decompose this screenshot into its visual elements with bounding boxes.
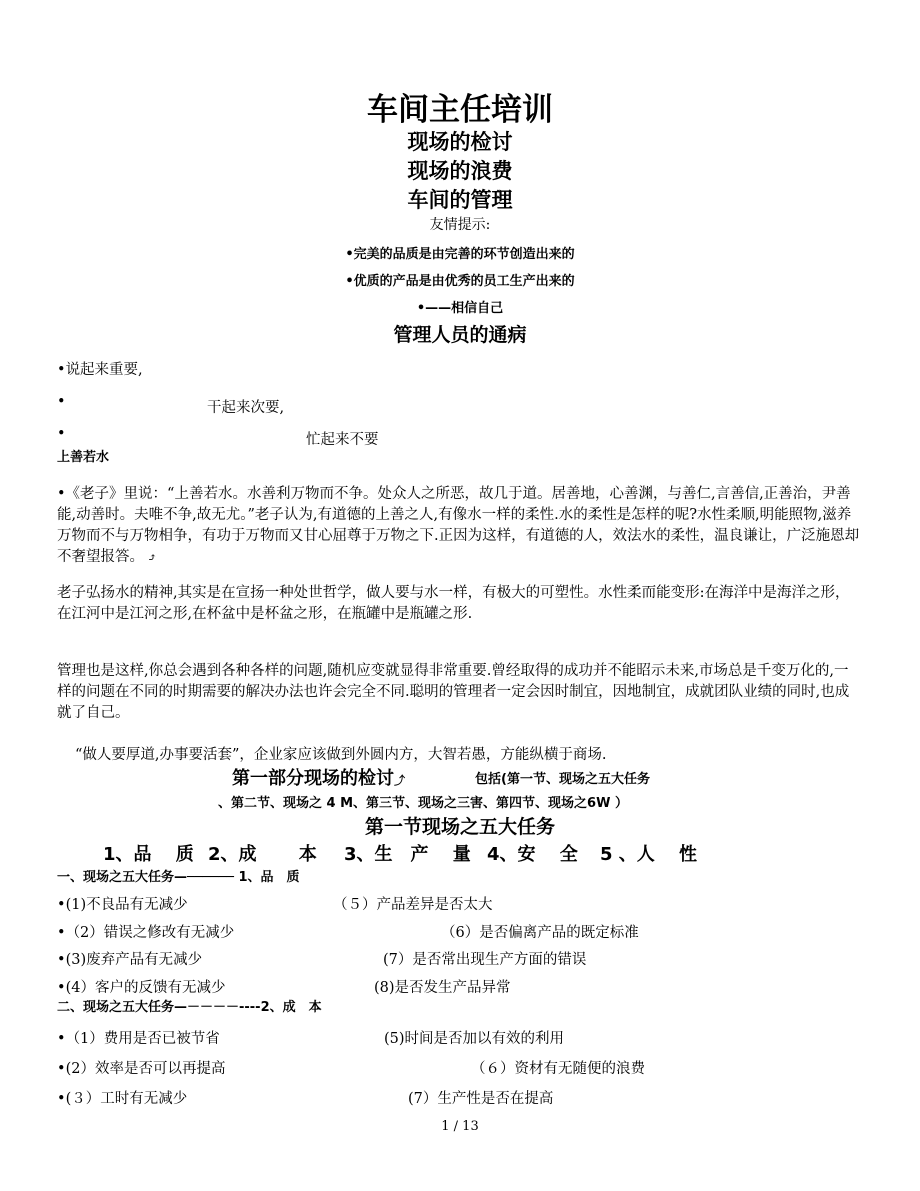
task-name: 3、生 产 量: [344, 844, 471, 865]
subtitle-1: 现场的检讨: [407, 130, 513, 154]
bullet-icon: •: [57, 1031, 66, 1047]
bullet-icon: •: [57, 394, 66, 410]
doc-title: 车间主任培训: [367, 92, 553, 128]
bullet-icon: •: [345, 274, 354, 289]
task-name: 5 、人 性: [600, 844, 698, 865]
tip-item: •——相信自己: [416, 301, 504, 316]
bullet-icon: •: [57, 980, 66, 996]
bullet-icon: •: [57, 897, 66, 913]
paragraph-water: 老子弘扬水的精神,其实是在宣扬一种处世哲学，做人要与水一样，有极大的可塑性。水性柔而能变形:在海洋中是海洋之形，在江河中是江河之形,在杯盆中是杯盆之形，在瓶罐中是瓶罐之形.: [57, 585, 850, 622]
list-item: •(1)不良品有无减少: [57, 897, 188, 913]
list-item: •(3)废弃产品有无减少: [57, 952, 203, 968]
bullet-icon: •: [57, 1091, 66, 1107]
bullet-icon: •: [416, 301, 426, 316]
bullet-icon: •: [57, 952, 66, 968]
bullet-icon: •: [57, 925, 66, 941]
subtitle-2: 现场的浪费: [407, 159, 513, 183]
task-name: 2、成 本: [208, 844, 317, 865]
list-item: （５）产品差异是否太大: [333, 897, 493, 913]
task-name: 1、品 质: [103, 844, 194, 865]
tip-label: 友情提示:: [429, 217, 491, 233]
part1-includes-b: 、第二节、现场之 4 M、第三节、现场之三害、第四节、现场之6W ）: [218, 796, 628, 811]
subtitle-3: 车间的管理: [407, 188, 513, 212]
part1-title: 第一部分现场的检讨⤴: [232, 768, 405, 789]
list-item: •（1）费用是否已被节省: [57, 1031, 220, 1047]
bullet-icon: •: [57, 426, 66, 442]
list-item: （６）资材有无随便的浪费: [471, 1061, 645, 1077]
list-item: 忙起来不要: [306, 432, 379, 448]
paragraph-quote: “做人要厚道,办事要活套”，企业家应该做到外圆内方，大智若愚，方能纵横于商场.: [75, 747, 607, 763]
list-item: •说起来重要,: [57, 362, 143, 378]
list-item: (7）生产性是否在提高: [408, 1091, 554, 1107]
part1-includes-a: 包括(第一节、现场之五大任务: [475, 772, 650, 787]
task2-header: 二、现场之五大任务—－－－－----2、成 本: [57, 1000, 322, 1015]
tip-item: •完美的品质是由完善的环节创造出来的: [345, 247, 575, 262]
task-name: 4、安 全: [487, 844, 578, 865]
bullet-icon: •: [345, 247, 354, 262]
bullet-icon: •: [57, 362, 66, 378]
paragraph-laozi: •《老子》里说：“上善若水。水善利万物而不争。处众人之所恶，故几于道。居善地，心善渊，与善仁,言善信,正善治，尹善能,动善时。夫唯不争,故无尤。”老子认为,有道德的上善之人,有像水一样的柔性.水的柔性是怎样的呢?水性柔顺,明能照物,滋养万物而不与万物相争，有功于万物而又甘心屈尊于万物之下.正因为这样，有道德的人，效法水的柔性，温良谦让，广泛施恩却不奢望报答。 ⤴: [57, 486, 860, 565]
pointer-icon: ⤴: [394, 774, 405, 787]
pointer-icon: ⤴: [144, 551, 157, 564]
tip-item: •优质的产品是由优秀的员工生产出来的: [345, 274, 575, 289]
list-item: •(３）工时有无减少: [57, 1091, 188, 1107]
task1-header: 一、现场之五大任务—────── 1、品 质: [57, 870, 300, 885]
list-item: (7）是否常出现生产方面的错误: [383, 952, 587, 968]
list-item: •（2）错误之修改有无减少: [57, 925, 235, 941]
bullet-icon: •: [57, 1061, 66, 1077]
list-item: •(4）客户的反馈有无减少: [57, 980, 226, 996]
list-item: (8)是否发生产品异常: [374, 980, 511, 996]
paragraph-management: 管理也是这样,你总会遇到各种各样的问题,随机应变就显得非常重要.曾经取得的成功并不能昭示未来,市场总是千变万化的,一样的问题在不同的时期需要的解决办法也许会完全不同.聪明的管理者一定会因时制宜，因地制宜，成就团队业绩的同时,也成就了自己。: [57, 663, 850, 721]
list-item: •(2）效率是否可以再提高: [57, 1061, 226, 1077]
list-item: 干起来次要,: [207, 400, 285, 416]
list-item: (5)时间是否加以有效的利用: [384, 1031, 565, 1047]
heading-common-faults: 管理人员的通病: [393, 324, 527, 346]
page-number: 1 / 13: [441, 1119, 479, 1134]
list-item: （6）是否偏离产品的既定标准: [441, 925, 639, 941]
section1-title: 第一节现场之五大任务: [364, 816, 555, 838]
section-heading: 上善若水: [57, 450, 110, 465]
